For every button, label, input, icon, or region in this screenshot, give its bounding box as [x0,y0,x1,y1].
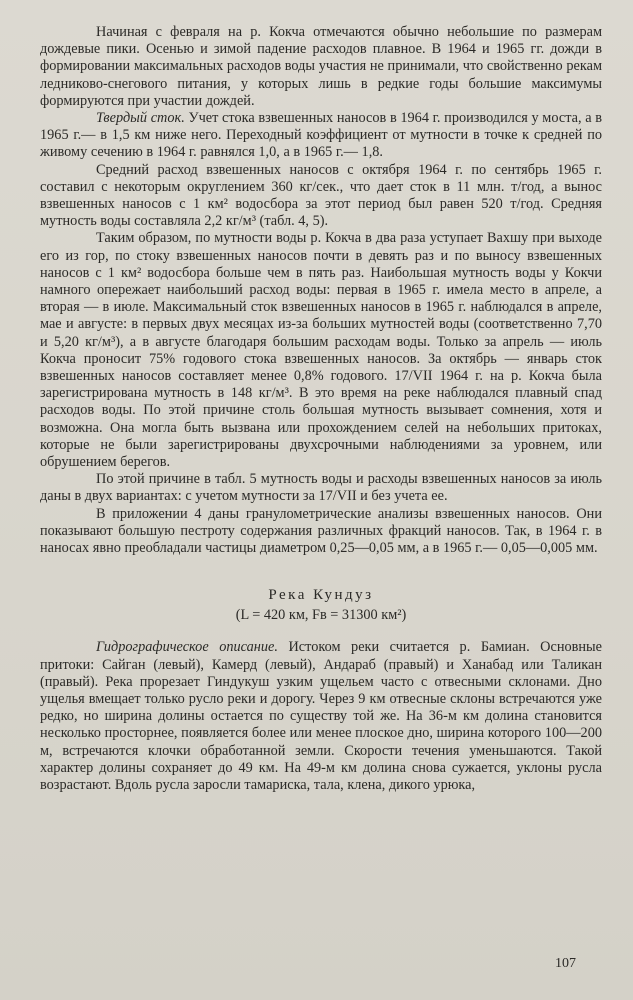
section-subtitle: (L = 420 км, Fв = 31300 км²) [235,607,407,624]
paragraph-hydrographic [40,639,602,794]
paragraph-hydrographic-text: Истоком реки считается р. Бамиан. Основные притоки: Сайган (левый), Камерд (левый), Андараб (правый) и Ханабад или Таликан (правый). Река прорезает Гиндукуш узким ущельем часто с отвесными склонами. Дно ущелья вмещает только русло реки и дорогу. Через 9 км отвесные склоны встречаются уже редко, но ширина долины остается по существу той же. На 36-м км долина становится несколько просторнее, появляется более или менее плоское дно, ширина которого 100—200 м, встречаются клочки обработанной земли. Скорости течения уменьшаются. Такой характер долины сохраняет до 49 км. На 49-м км долина снова сужается, уклоны русла возрастают. Вдоль русла заросли тамариска, тала, клена, дикого урюка, [40,639,602,793]
runin-heading-solid-runoff: Твердый сток. [96,110,185,127]
paragraph-sediment-discharge: Средний расход взвешенных наносов с октября 1964 г. по сентябрь 1965 г. составил с некоторым округлением 360 кг/сек., что дает сток в 11 млн. т/год, а вынос взвешенных наносов с 1 км² водосбора за этот период был равен 520 т/год. Средняя мутность воды составляла 2,2 кг/м³ (табл. 4, 5). [40,161,602,230]
page-body [40,24,602,794]
paragraph-table-note: По этой причине в табл. 5 мутность воды и расходы взвешенных наносов за июль даны в двух вариантах: с учетом мутности за 17/VII и без учета ее. [40,471,602,505]
paragraph-rain-peaks: Начиная с февраля на р. Кокча отмечаются обычно небольшие по размерам дождевые пики. Осенью и зимой падение расходов плавное. В 1964 и 1965 гг. дожди в формировании максимальных расходов воды участия не принимали, что свойственно рекам ледниково-снегового питания, у которых лишь в редкие годы большие максимумы формируются при участии дождей. [40,24,602,109]
paragraph-granulometry: В приложении 4 даны гранулометрические анализы взвешенных наносов. Они показывают большую пестроту содержания различных фракций наносов. Так, в 1964 г. в наносах явно преобладали частицы диаметром 0,25—0,05 мм, а в 1965 г.— 0,05—0,005 мм. [40,505,602,557]
paragraph-solid-runoff [40,110,602,162]
paragraph-solid-runoff-text: Учет стока взвешенных наносов в 1964 г. производился у моста, а в 1965 г.— в 1,5 км ниже него. Переходный коэффициент от мутности в точке к средней по живому сечению в 1964 г. равнялся 1,0, а в 1965 г.— 1,8. [40,110,602,161]
page-number: 107 [555,956,576,971]
runin-heading-hydrographic: Гидрографическое описание. [96,639,278,656]
paragraph-turbidity-comparison: Таким образом, по мутности воды р. Кокча в два раза уступает Вахшу при выходе его из гор, по стоку взвешенных наносов почти в девять раз и по выносу взвешенных наносов с 1 км² водосбора больше чем в пять раз. Наибольшая мутность воды у Кокчи намного опережает наибольший расход воды: первая в 1965 г. имела место в апреле, а вторая — в июле. Максимальный сток взвешенных наносов в 1965 г. наблюдался в апреле, мае и августе: в первых двух месяцах из-за больших мутностей воды (соответственно 7,70 и 5,20 кг/м³), а в августе благодаря большим расходам воды. Только за апрель — июль Кокча проносит 75% годового стока взвешенных наносов. За октябрь — январь сток взвешенных наносов составляет менее 0,8% годового. 17/VII 1964 г. на р. Кокча была зарегистрирована мутность в 148 кг/м³. В это время на реке наблюдался плавный спад расходов воды. По этой причине столь большая мутность вызывает сомнения, хотя и возможна. Она могла быть вызвана или прохождением селей на небольших притоках, которые не были зарегистрированы двухсрочными наблюдениями за уровнем, или обрушением берегов. [40,230,602,471]
section-title: Река Кундуз [268,587,374,604]
